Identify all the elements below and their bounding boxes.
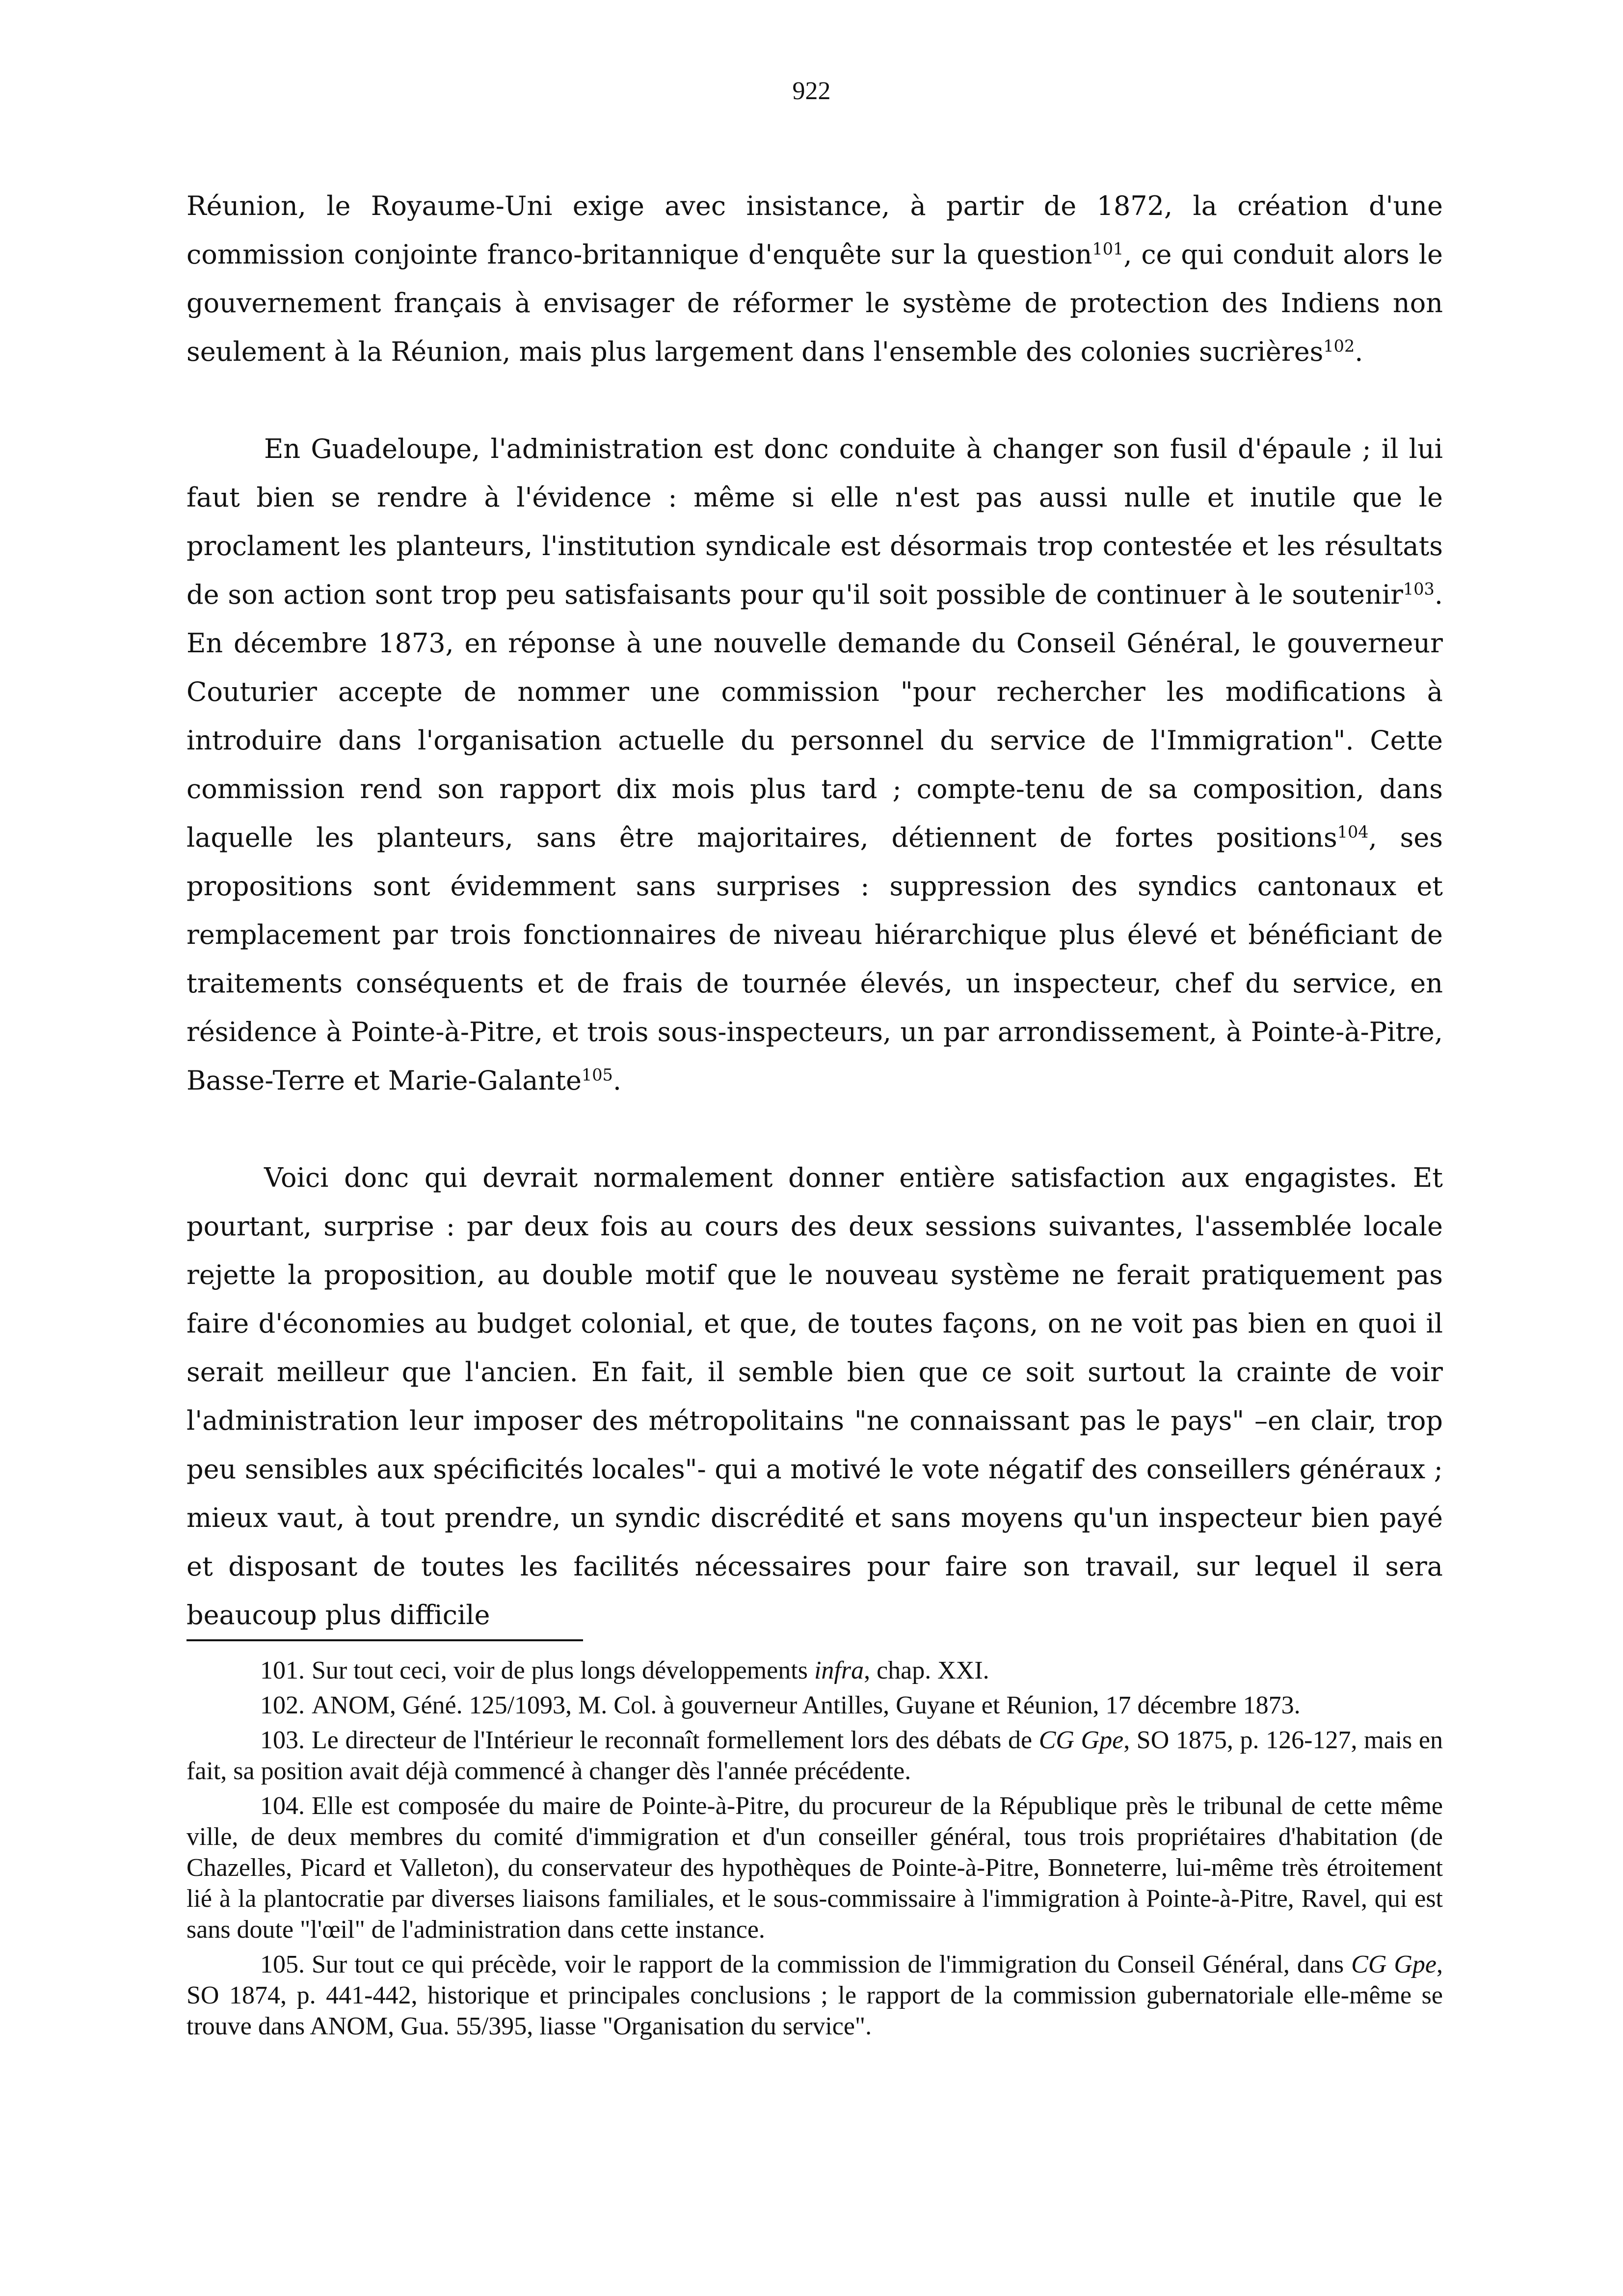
text-run: . En décembre 1873, en réponse à une nouvelle demande du Conseil Général, le gouverneur Couturier accepte de nommer une commission "pour rechercher les modifications à introduire dans l'organisation actuelle du personnel du service de l'Immigration". Cette commission rend son rapport dix mois plus tard ; compte-tenu de sa composition, dans laquelle les planteurs, sans être majoritaires, détiennent de fortes positions xyxy=(186,579,1443,853)
footnote-reference: 102 xyxy=(1323,336,1355,356)
text-run: Sur tout ceci, voir de plus longs développements xyxy=(312,1656,814,1684)
footnote-reference: 103 xyxy=(1403,579,1435,599)
page-number: 922 xyxy=(792,77,831,105)
body-paragraph xyxy=(186,425,1443,1105)
text-run: , SO 1874, p. 441-442, historique et principales conclusions ; le rapport de la commission gubernatoriale elle-même se trouve dans ANOM, Gua. 55/395, liasse "Organisation du service". xyxy=(186,1950,1443,2040)
footnote-separator xyxy=(186,1639,583,1641)
footnote-number: 105. xyxy=(260,1950,305,1978)
footnote xyxy=(186,1790,1443,1945)
footnote-number: 104. xyxy=(260,1792,305,1820)
text-run: , chap. XXI. xyxy=(864,1656,989,1684)
text-run: ANOM, Géné. 125/1093, M. Col. à gouverneur Antilles, Guyane et Réunion, 17 décembre 1873. xyxy=(312,1691,1301,1719)
text-run: Le directeur de l'Intérieur le reconnaît formellement lors des débats de xyxy=(312,1726,1039,1754)
footnotes xyxy=(186,1655,1443,2046)
text-run: Elle est composée du maire de Pointe-à-Pitre, du procureur de la République près le tribunal de cette même ville, de deux membres du comité d'immigration et d'un conseiller général, tous trois propriétaires d'habitation (de Chazelles, Picard et Valleton), du conservateur des hypothèques de Pointe-à-Pitre, Bonneterre, lui-même très étroitement lié à la plantocratie par diverses liaisons familiales, et le sous-commissaire à l'immigration à Pointe-à-Pitre, Ravel, qui est sans doute "l'œil" de l'administration dans cette instance. xyxy=(186,1792,1443,1944)
footnote-number: 101. xyxy=(260,1656,305,1684)
text-run: . xyxy=(612,1065,621,1096)
text-run: Sur tout ce qui précède, voir le rapport de la commission de l'immigration du Conseil Général, dans xyxy=(312,1950,1352,1978)
footnote-reference: 105 xyxy=(581,1065,613,1085)
italic-text: CG Gpe xyxy=(1351,1950,1437,1978)
text-run: , ce qui conduit alors le gouvernement français à envisager de réformer le système de protection des Indiens non seulement à la Réunion, mais plus largement dans l'ensemble des colonies sucrières xyxy=(186,239,1443,367)
text-run: Voici donc qui devrait normalement donner entière satisfaction aux engagistes. Et pourtant, surprise : par deux fois au cours des deux sessions suivantes, l'assemblée locale rejette la proposition, au double motif que le nouveau système ne ferait pratiquement pas faire d'économies au budget colonial, et que, de toutes façons, on ne voit pas bien en quoi il serait meilleur que l'ancien. En fait, il semble bien que ce soit surtout la crainte de voir l'administration leur imposer des métropolitains "ne connaissant pas le pays" –en clair, trop peu sensibles aux spécificités locales"- qui a motivé le vote négatif des conseillers généraux ; mieux vaut, à tout prendre, un syndic discrédité et sans moyens qu'un inspecteur bien payé et disposant de toutes les facilités nécessaires pour faire son travail, sur lequel il sera beaucoup plus difficile xyxy=(186,1162,1443,1630)
footnote xyxy=(186,1690,1443,1721)
text-run: . xyxy=(1355,336,1363,367)
italic-text: CG Gpe xyxy=(1038,1726,1124,1754)
italic-text: infra xyxy=(814,1656,864,1684)
footnote xyxy=(186,1949,1443,2042)
footnote-number: 103. xyxy=(260,1726,305,1754)
footnote xyxy=(186,1655,1443,1686)
footnote-reference: 101 xyxy=(1092,239,1124,259)
body-paragraph xyxy=(186,1153,1443,1639)
text-run: , SO 1875, p. 126-127, mais en fait, sa position avait déjà commencé à changer dès l'année précédente. xyxy=(186,1726,1443,1785)
text-run: Réunion, le Royaume-Uni exige avec insistance, à partir de 1872, la création d'une commission conjointe franco-britannique d'enquête sur la question xyxy=(186,190,1443,270)
footnote xyxy=(186,1725,1443,1787)
body-text xyxy=(186,182,1443,1639)
footnote-reference: 104 xyxy=(1337,822,1369,842)
text-run: En Guadeloupe, l'administration est donc conduite à changer son fusil d'épaule ; il lui faut bien se rendre à l'évidence : même si elle n'est pas aussi nulle et inutile que le proclament les planteurs, l'institution syndicale est désormais trop contestée et les résultats de son action sont trop peu satisfaisants pour qu'il soit possible de continuer à le soutenir xyxy=(186,433,1443,610)
body-paragraph xyxy=(186,182,1443,376)
text-run: , ses propositions sont évidemment sans surprises : suppression des syndics cantonaux et remplacement par trois fonctionnaires de niveau hiérarchique plus élevé et bénéficiant de traitements conséquents et de frais de tournée élevés, un inspecteur, chef du service, en résidence à Pointe-à-Pitre, et trois sous-inspecteurs, un par arrondissement, à Pointe-à-Pitre, Basse-Terre et Marie-Galante xyxy=(186,822,1443,1096)
footnote-number: 102. xyxy=(260,1691,305,1719)
